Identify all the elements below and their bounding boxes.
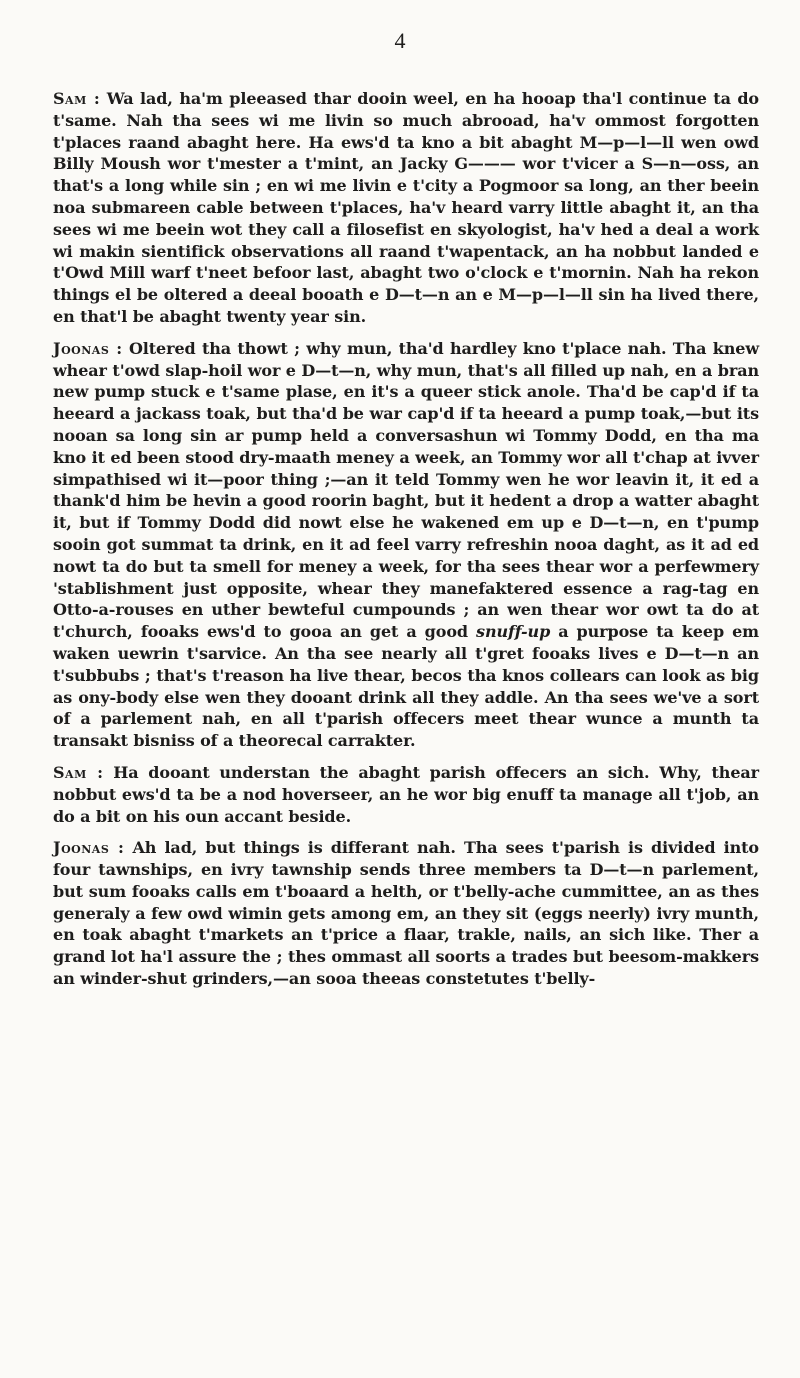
speaker-label: Sam :: [53, 89, 101, 108]
italic-phrase: snuff-up: [476, 622, 551, 642]
dialogue-text: Wa lad, ha'm pleeased thar dooin weel, en ha hooap tha'l continue ta do t'same. Nah tha sees wi me livin so much abrooad, ha'v ommost forgotten t'places raand abaght here. Ha ews'd ta kno a bit abaght M—p—l—ll wen owd Billy Moush wor t'mester a t'mint, an Jacky G——— wor t'vicer a S—n—oss, an that's a long while sin ; en wi me livin e t'city a Pogmoor sa long, an ther beein noa submareen cable between t'places, ha'v heard varry little abaght it, an tha sees wi me beein wot they call a filosefist en skyologist, ha'v hed a deal a work wi makin sientifick observations all raand t'wapentack, an ha nobbut landed e t'Owd Mill warf t'neet befoor last, abaght two o'clock e t'mornin. Nah ha rekon things el be oltered a deeal booath e D—t—n an e M—p—l—ll sin ha lived there, en that'l be abaght twenty year sin.: [53, 89, 759, 326]
speaker-label: Joonas :: [53, 338, 123, 358]
paragraph-sam-1: [53, 88, 759, 328]
page-number: 4: [394, 28, 406, 53]
dialogue-text: Oltered tha thowt ; why mun, tha'd hardley kno t'place nah. Tha knew whear t'owd slap-hoil wor e D—t—n, why mun, that's all filled up nah, en a bran new pump stuck e t'same plase, en it's a queer stick anole. Tha'd be cap'd if ta heeard a jackass toak, but tha'd be war cap'd if ta heeard a pump toak,—but its nooan sa long sin ar pump held a conversashun wi Tommy Dodd, en tha ma kno it ed been stood dry-maath meney a week, an Tommy wor all t'chap at ivver simpathised wi it—poor thing ;—an it teld Tommy wen he wor leavin it, it ed a thank'd him be hevin a good roorin baght, but it hedent a drop a watter abaght it, but if Tommy Dodd did nowt else he wakened em up e D—t—n, en t'pump sooin got summat ta drink, en it ad feel varry refreshin nooa daght, as it ad ed nowt ta do but ta smell for meney a week, for tha sees thear wor a perfewmery 'stablishment just opposite, whear they manefaktered essence a rag-tag en Otto-a-rouses en uther bewteful cumpounds ; an wen thear wor owt ta do at t'church, fooaks ews'd to gooa an get a good: [53, 338, 759, 642]
paragraph-joonas-2: [53, 837, 759, 990]
page-body: [53, 88, 759, 1000]
dialogue-text: Ha dooant understan the abaght parish offecers an sich. Why, thear nobbut ews'd ta be a nod hoverseer, an he wor big enuff ta manage all t'job, an do a bit on his oun accant beside.: [53, 762, 759, 826]
dialogue-text-continued: a purpose ta keep em waken uewrin t'sarvice. An tha see nearly all t'gret fooaks lives e D—t—n an t'subbubs ; that's t'reason ha live thear, becos tha knos collears can look as big as ony-body else wen they dooant drink all they addle. An tha sees we've a sort of a parlement nah, en all t'parish offecers meet thear wunce a munth ta transakt bisniss of a theorecal carrakter.: [53, 622, 759, 751]
speaker-label: Sam :: [53, 762, 104, 782]
paragraph-sam-2: [53, 762, 759, 827]
dialogue-text: Ah lad, but things is differant nah. Tha sees t'parish is divided into four tawnships, en ivry tawnship sends three members ta D—t—n parlement, but sum fooaks calls em t'boaard a helth, or t'belly-ache cummittee, an as thes generaly a few owd wimin gets among em, an they sit (eggs neerly) ivry munth, en toak abaght t'markets an t'price a flaar, trakle, nails, an sich like. Ther a grand lot ha'l assure the ; thes ommast all soorts a trades but beesom-makkers an winder-shut grinders,—an sooa theeas constetutes t'belly-: [53, 838, 759, 989]
paragraph-joonas-1: [53, 338, 759, 752]
speaker-label: Joonas :: [53, 838, 125, 858]
